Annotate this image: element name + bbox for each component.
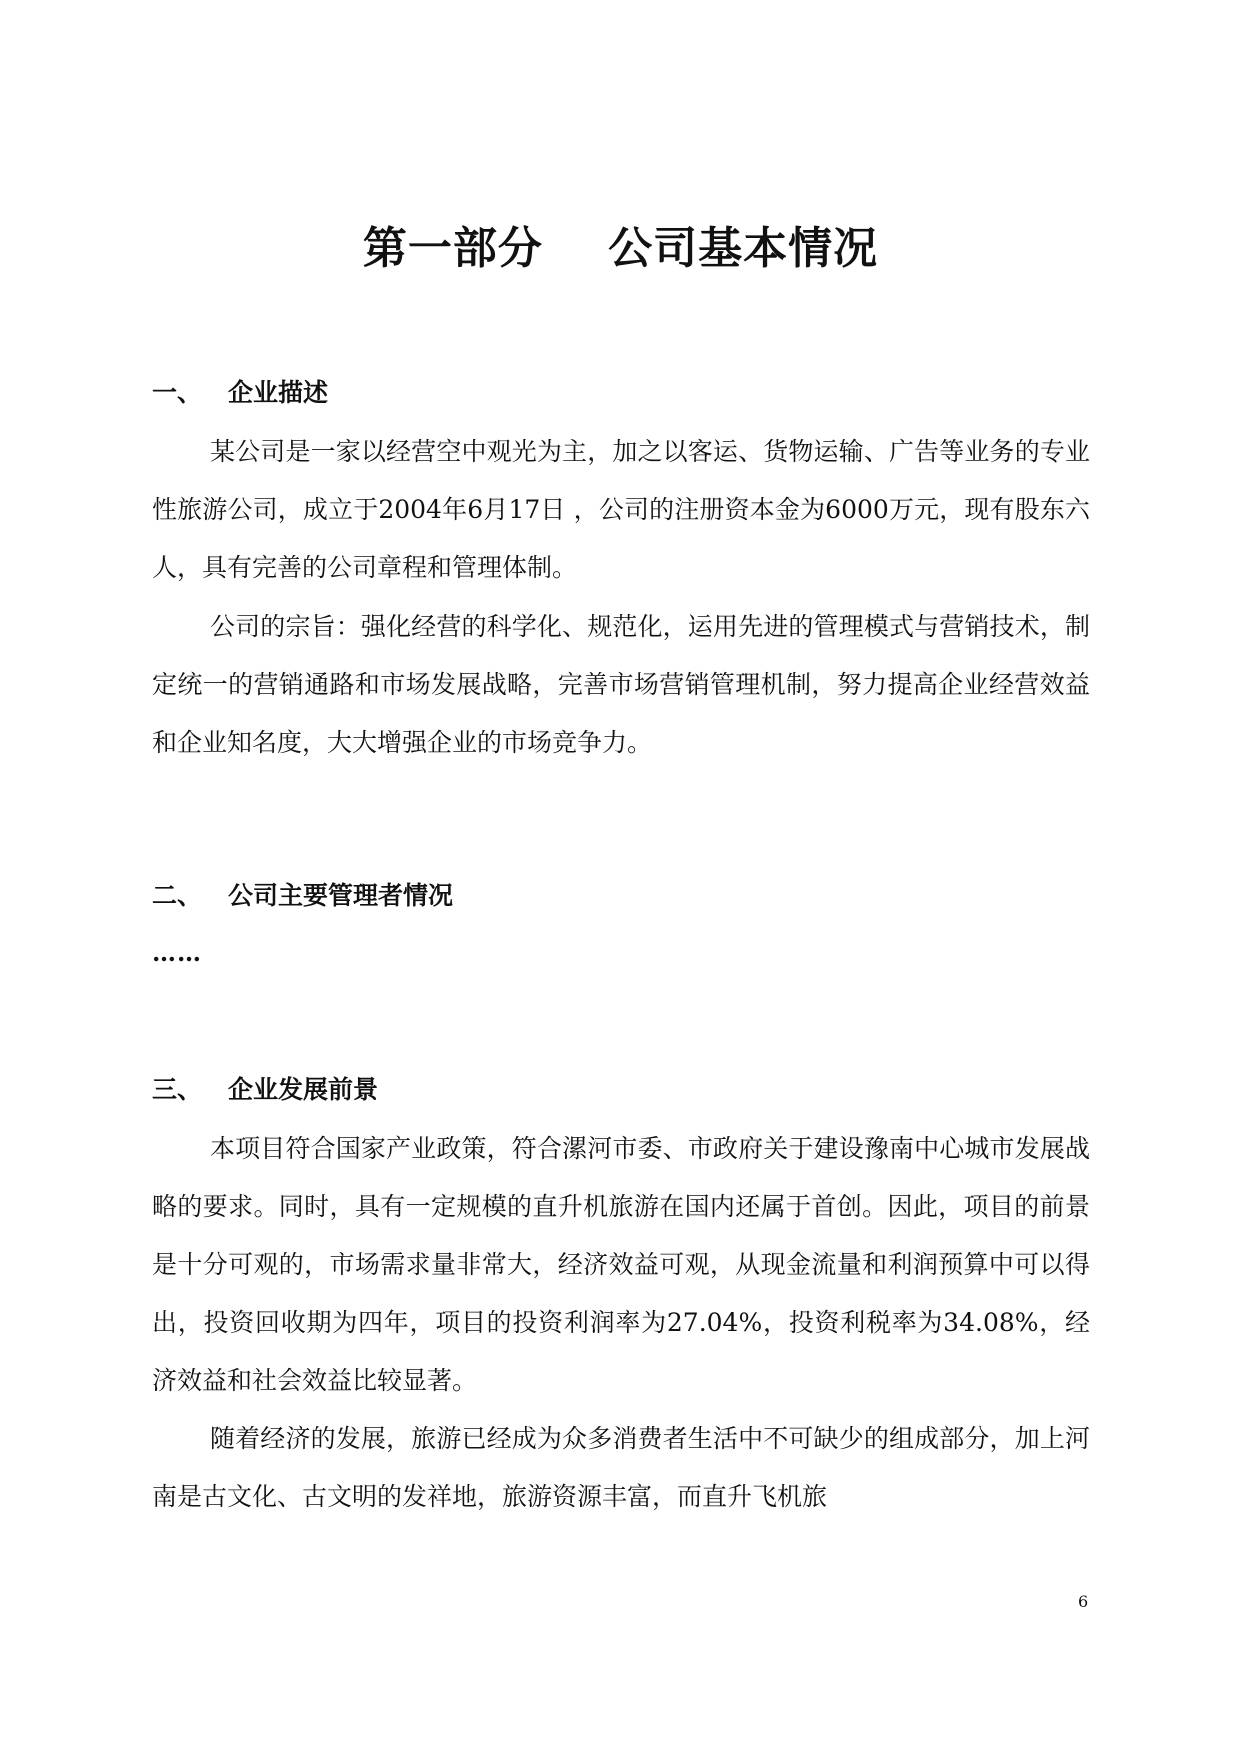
section-number-1: 一、 <box>152 378 203 407</box>
section-heading-3 <box>152 1070 378 1106</box>
page-number: 6 <box>1078 1592 1089 1611</box>
section-title-3: 企业发展前景 <box>228 1075 379 1104</box>
section-3-paragraph-1: 本项目符合国家产业政策，符合漯河市委、市政府关于建设豫南中心城市发展战略的要求。同时，具有一定规模的直升机旅游在国内还属于首创。因此，项目的前景是十分可观的，市场需求量非常大，经济效益可观，从现金流量和利润预算中可以得出，投资回收期为四年，项目的投资利润率为27.04%，投资利税率为34.08%，经济效益和社会效益比较显著。 <box>152 1134 1090 1395</box>
section-number-3: 三、 <box>152 1075 203 1104</box>
page-title: 第一部分 公司基本情况 <box>362 223 879 274</box>
section-heading-2 <box>152 876 453 912</box>
section-heading-1 <box>152 373 328 409</box>
section-1-paragraph-1: 某公司是一家以经营空中观光为主，加之以客运、货物运输、广告等业务的专业性旅游公司，成立于2004年6月17日 ，公司的注册资本金为6000万元，现有股东六人，具有完善的公司章程和管理体制。 <box>152 437 1090 582</box>
section-2-ellipsis: …… <box>152 938 202 967</box>
section-title-1: 企业描述 <box>228 378 329 407</box>
section-1-paragraph-2: 公司的宗旨：强化经营的科学化、规范化，运用先进的管理模式与营销技术，制定统一的营销通路和市场发展战略，完善市场营销管理机制，努力提高企业经营效益和企业知名度，大大增强企业的市场竞争力。 <box>152 612 1090 757</box>
section-3-paragraph-2: 随着经济的发展，旅游已经成为众多消费者生活中不可缺少的组成部分，加上河南是古文化、古文明的发祥地，旅游资源丰富，而直升飞机旅 <box>152 1424 1090 1511</box>
section-title-2: 公司主要管理者情况 <box>228 881 454 910</box>
section-number-2: 二、 <box>152 881 203 910</box>
